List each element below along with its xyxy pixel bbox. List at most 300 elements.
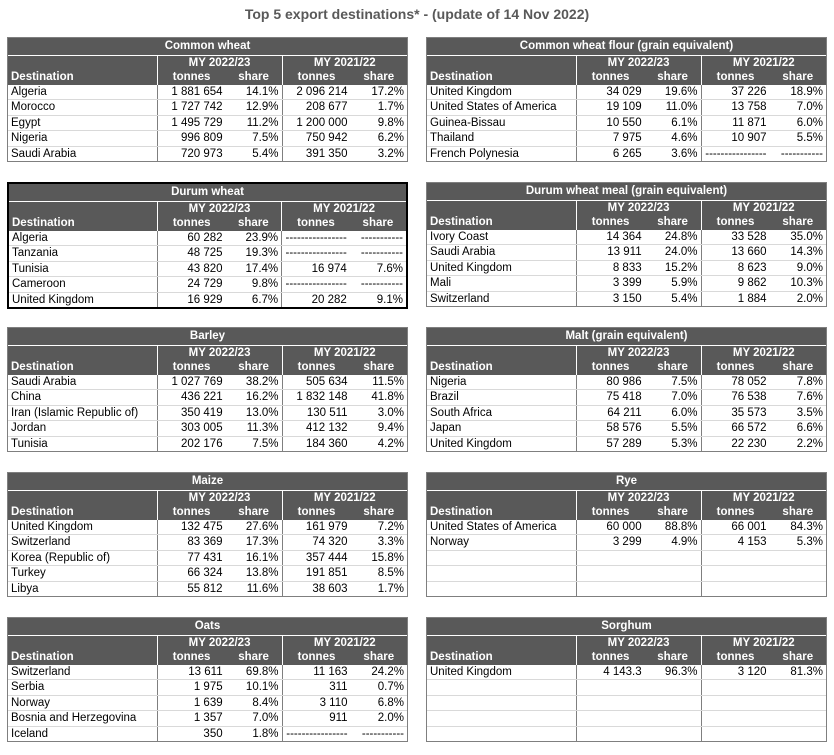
panel-common-wheat — [7, 37, 408, 162]
share-previous-cell: 7.0% — [770, 100, 826, 115]
destination-cell: United Kingdom — [430, 437, 512, 450]
table-row — [427, 405, 826, 420]
tonnes-previous-cell: 66 001 — [701, 520, 770, 535]
destination-header: Destination — [8, 650, 157, 665]
share-header: share — [645, 360, 701, 375]
destination-cell: Japan — [427, 421, 576, 436]
table-title: Oats — [8, 618, 407, 636]
destination-cell: United Kingdom — [8, 520, 157, 535]
tonnes-header: tonnes — [576, 505, 645, 520]
destination-cell: South Africa — [427, 405, 576, 420]
header-spacer — [8, 56, 157, 71]
tonnes-current-cell: 10 550 — [576, 115, 645, 130]
tonnes-previous-cell: 2 096 214 — [282, 85, 351, 100]
share-current-cell: 4.6% — [645, 131, 701, 146]
tonnes-previous-cell: 13 758 — [701, 100, 770, 115]
table-row — [427, 566, 826, 581]
tonnes-current-cell: 77 431 — [157, 550, 226, 565]
export-table — [427, 473, 826, 596]
share-previous-cell: 7.8% — [770, 375, 826, 390]
share-header: share — [351, 360, 407, 375]
table-row — [9, 231, 406, 246]
tonnes-previous-cell: ---------------- — [282, 246, 350, 261]
panel-sorghum — [426, 617, 827, 742]
destination-cell: Switzerland — [8, 665, 157, 680]
table-row — [427, 520, 826, 535]
share-current-cell: 11.0% — [645, 100, 701, 115]
header-spacer — [8, 491, 157, 506]
destination-cell: Jordan — [8, 421, 157, 436]
share-previous-cell: 0.7% — [351, 680, 407, 695]
tonnes-current-cell: 436 221 — [157, 390, 226, 405]
destination-cell: United Kingdom — [427, 665, 576, 680]
export-table — [8, 38, 407, 161]
table-title: Maize — [8, 473, 407, 491]
tonnes-previous-cell: 4 153 — [701, 535, 770, 550]
destination-header: Destination — [427, 70, 576, 85]
share-previous-cell: 6.2% — [351, 131, 408, 146]
tonnes-current-cell: 4 143.3 — [576, 665, 645, 680]
tonnes-current-cell: 1 727 742 — [157, 100, 226, 115]
tonnes-previous-cell — [701, 726, 770, 741]
page-title: Top 5 export destinations* - (update of 14 Nov 2022) — [244, 6, 590, 22]
tonnes-current-cell — [576, 711, 645, 726]
header-spacer — [8, 346, 157, 361]
share-previous-cell: 24.2% — [351, 665, 407, 680]
share-current-cell: 11.6% — [246, 582, 279, 595]
destination-cell: Egypt — [8, 115, 157, 130]
panel-durum-wheat-meal — [426, 182, 827, 307]
share-previous-cell: 2.2% — [796, 437, 823, 450]
share-previous-cell: 15.8% — [351, 550, 408, 565]
share-previous-cell: 9.1% — [376, 293, 403, 306]
tonnes-current-cell: 64 211 — [576, 405, 645, 420]
table-title: Durum wheat meal (grain equivalent) — [427, 183, 826, 201]
tonnes-header: tonnes — [157, 650, 226, 665]
share-previous-cell: 5.3% — [770, 535, 826, 550]
export-table — [427, 618, 826, 741]
tonnes-previous-cell: 10 907 — [701, 131, 770, 146]
tonnes-current-cell: 19 109 — [576, 100, 645, 115]
tonnes-current-cell: 1 495 729 — [157, 115, 226, 130]
share-previous-cell: 41.8% — [351, 390, 407, 405]
share-current-cell — [645, 695, 701, 710]
tonnes-current-cell — [576, 695, 645, 710]
tonnes-current-cell: 350 — [157, 726, 226, 741]
tonnes-current-cell — [576, 566, 645, 581]
period-previous-header: MY 2021/22 — [282, 202, 406, 217]
share-previous-cell — [770, 680, 826, 695]
period-current-header: MY 2022/23 — [576, 56, 701, 71]
table-row — [8, 146, 407, 161]
period-previous-header: MY 2021/22 — [282, 346, 407, 361]
share-header: share — [645, 215, 701, 230]
destination-cell: Guinea-Bissau — [427, 115, 576, 130]
share-previous-cell — [770, 581, 826, 596]
share-current-cell — [645, 680, 701, 695]
share-previous-cell: 10.3% — [770, 276, 826, 291]
table-row — [427, 100, 826, 115]
tonnes-current-cell: 43 820 — [157, 261, 225, 276]
table-row — [8, 436, 407, 451]
tonnes-current-cell: 1 027 769 — [157, 375, 226, 390]
share-current-cell: 15.2% — [645, 260, 701, 275]
tonnes-current-cell: 75 418 — [576, 390, 645, 405]
period-previous-header: MY 2021/22 — [701, 346, 826, 361]
table-row — [8, 405, 407, 420]
share-header: share — [645, 505, 701, 520]
share-previous-cell: 7.6% — [770, 390, 826, 405]
header-spacer — [8, 636, 157, 651]
tonnes-header: tonnes — [701, 215, 770, 230]
share-current-cell: 5.5% — [645, 421, 701, 436]
tonnes-previous-cell: 750 942 — [282, 131, 351, 146]
destination-cell: Algeria — [8, 85, 157, 100]
table-row — [8, 550, 407, 565]
tonnes-previous-cell: 208 677 — [282, 100, 351, 115]
tonnes-current-cell: 3 299 — [576, 535, 645, 550]
table-row — [427, 230, 826, 245]
period-current-header: MY 2022/23 — [157, 636, 282, 651]
tonnes-previous-cell: 66 572 — [701, 421, 770, 436]
share-previous-cell: 6.8% — [351, 695, 407, 710]
table-row — [8, 680, 407, 695]
share-current-cell — [645, 550, 701, 565]
export-table — [427, 38, 826, 161]
table-row — [427, 245, 826, 260]
destination-header: Destination — [427, 650, 576, 665]
share-header: share — [770, 360, 826, 375]
share-current-cell: 24.8% — [645, 230, 701, 245]
period-current-header: MY 2022/23 — [576, 346, 701, 361]
share-current-cell: 69.8% — [226, 665, 282, 680]
tonnes-previous-cell: 35 573 — [701, 405, 770, 420]
table-title: Rye — [427, 473, 826, 491]
period-current-header: MY 2022/23 — [576, 636, 701, 651]
tonnes-current-cell: 8 833 — [576, 260, 645, 275]
tonnes-current-cell: 14 364 — [576, 230, 645, 245]
tonnes-current-cell: 6 265 — [576, 146, 645, 161]
share-current-cell: 6.1% — [645, 115, 701, 130]
share-previous-cell: 1.7% — [377, 582, 404, 595]
destination-cell: United States of America — [427, 100, 576, 115]
table-row — [8, 535, 407, 550]
table-row — [427, 146, 826, 161]
share-current-cell: 38.2% — [226, 375, 282, 390]
tonnes-current-cell: 83 369 — [157, 535, 226, 550]
tonnes-current-cell: 55 812 — [157, 581, 226, 596]
share-previous-cell: ----------- — [350, 231, 406, 246]
tonnes-current-cell: 7 975 — [576, 131, 645, 146]
share-current-cell: 5.4% — [252, 147, 279, 160]
table-row — [8, 581, 407, 596]
destination-cell: Algeria — [9, 231, 157, 246]
tonnes-previous-cell: 3 120 — [701, 665, 770, 680]
tonnes-current-cell: 1 639 — [157, 695, 226, 710]
share-header: share — [770, 215, 826, 230]
table-row — [8, 520, 407, 535]
table-row — [8, 695, 407, 710]
table-title: Malt (grain equivalent) — [427, 328, 826, 346]
share-previous-cell: ----------- — [350, 246, 406, 261]
panel-rye — [426, 472, 827, 597]
share-header: share — [226, 360, 282, 375]
destination-cell — [427, 695, 576, 710]
tonnes-current-cell — [576, 550, 645, 565]
tonnes-header: tonnes — [282, 360, 351, 375]
destination-cell: Bosnia and Herzegovina — [8, 711, 157, 726]
tonnes-current-cell: 1 357 — [157, 711, 226, 726]
table-title: Common wheat — [8, 38, 407, 56]
tonnes-previous-cell: 1 884 — [701, 291, 770, 306]
share-previous-cell: ----------- — [361, 727, 404, 740]
share-current-cell — [645, 566, 701, 581]
share-current-cell: 10.1% — [226, 680, 282, 695]
destination-cell: Nigeria — [427, 375, 576, 390]
share-previous-cell: 5.5% — [770, 131, 826, 146]
share-previous-cell: 17.2% — [351, 85, 408, 100]
tonnes-current-cell: 57 289 — [576, 436, 645, 451]
destination-cell: Norway — [427, 535, 576, 550]
share-header: share — [351, 70, 408, 85]
share-previous-cell: 1.7% — [351, 100, 408, 115]
tonnes-current-cell: 1 881 654 — [157, 85, 226, 100]
tonnes-current-cell: 58 576 — [576, 421, 645, 436]
tonnes-previous-cell: 391 350 — [282, 146, 351, 161]
destination-cell: Switzerland — [430, 292, 490, 305]
panel-maize — [7, 472, 408, 597]
share-current-cell: 13.0% — [226, 405, 282, 420]
destination-cell — [427, 581, 576, 596]
tonnes-current-cell — [576, 726, 645, 741]
tonnes-current-cell: 1 975 — [157, 680, 226, 695]
export-table — [8, 618, 407, 741]
table-row — [9, 246, 406, 261]
export-table — [9, 184, 406, 307]
tonnes-current-cell: 34 029 — [576, 85, 645, 100]
destination-cell: Saudi Arabia — [427, 245, 576, 260]
destination-cell: United States of America — [427, 520, 576, 535]
tonnes-previous-cell: 130 511 — [282, 405, 351, 420]
table-row — [427, 665, 826, 680]
table-row — [9, 277, 406, 292]
tonnes-header: tonnes — [576, 360, 645, 375]
tonnes-previous-cell — [701, 566, 770, 581]
header-spacer — [427, 636, 576, 651]
table-row — [8, 131, 407, 146]
table-row — [8, 115, 407, 130]
tonnes-previous-cell: 184 360 — [282, 436, 351, 451]
share-current-cell: 8.4% — [226, 695, 282, 710]
share-previous-cell: 9.4% — [351, 421, 407, 436]
destination-cell: Mali — [427, 276, 576, 291]
tonnes-current-cell: 3 150 — [576, 291, 645, 306]
tonnes-header: tonnes — [576, 70, 645, 85]
share-header: share — [350, 216, 406, 231]
table-row — [427, 291, 826, 306]
share-current-cell: 5.4% — [671, 292, 698, 305]
tonnes-header: tonnes — [282, 505, 351, 520]
destination-cell: Nigeria — [8, 131, 157, 146]
tonnes-header: tonnes — [576, 650, 645, 665]
table-row — [427, 711, 826, 726]
destination-cell: Ivory Coast — [427, 230, 576, 245]
destination-cell — [427, 726, 576, 741]
destination-cell: Tunisia — [9, 261, 157, 276]
tonnes-previous-cell: 74 320 — [282, 535, 351, 550]
tonnes-header: tonnes — [701, 70, 770, 85]
tonnes-current-cell: 60 000 — [576, 520, 645, 535]
tonnes-header: tonnes — [157, 70, 226, 85]
period-previous-header: MY 2021/22 — [701, 201, 826, 216]
share-current-cell: 23.9% — [226, 231, 282, 246]
destination-cell: Switzerland — [8, 535, 157, 550]
export-table — [427, 328, 826, 451]
period-previous-header: MY 2021/22 — [282, 636, 407, 651]
share-previous-cell: 18.9% — [770, 85, 826, 100]
share-current-cell: 11.2% — [226, 115, 282, 130]
share-current-cell: 96.3% — [645, 665, 701, 680]
destination-cell: United Kingdom — [427, 260, 576, 275]
tonnes-header: tonnes — [701, 505, 770, 520]
share-previous-cell: 14.3% — [770, 245, 826, 260]
share-previous-cell: 9.8% — [351, 115, 408, 130]
share-current-cell: 7.0% — [645, 390, 701, 405]
tonnes-previous-cell — [701, 711, 770, 726]
tonnes-current-cell: 996 809 — [157, 131, 226, 146]
share-previous-cell: 8.5% — [351, 566, 408, 581]
destination-cell — [427, 680, 576, 695]
destination-cell: Korea (Republic of) — [8, 550, 157, 565]
header-spacer — [427, 56, 576, 71]
share-current-cell: 7.5% — [645, 375, 701, 390]
tonnes-previous-cell: 1 832 148 — [282, 390, 351, 405]
destination-cell: Thailand — [427, 131, 576, 146]
share-previous-cell: 7.2% — [351, 520, 408, 535]
table-row — [427, 680, 826, 695]
tonnes-current-cell — [576, 680, 645, 695]
tonnes-current-cell: 16 929 — [157, 292, 225, 307]
share-previous-cell: 35.0% — [770, 230, 826, 245]
tonnes-previous-cell: 16 974 — [282, 261, 350, 276]
tonnes-current-cell: 3 399 — [576, 276, 645, 291]
tonnes-previous-cell: 78 052 — [701, 375, 770, 390]
tonnes-previous-cell: 37 226 — [701, 85, 770, 100]
share-previous-cell — [770, 695, 826, 710]
share-header: share — [226, 505, 282, 520]
tonnes-header: tonnes — [701, 650, 770, 665]
destination-header: Destination — [427, 505, 576, 520]
table-row — [9, 261, 406, 276]
share-current-cell: 24.0% — [645, 245, 701, 260]
destination-cell: Turkey — [8, 566, 157, 581]
share-previous-cell: 4.2% — [377, 437, 404, 450]
table-row — [8, 566, 407, 581]
tonnes-header: tonnes — [282, 216, 350, 231]
table-row — [427, 695, 826, 710]
tonnes-previous-cell: ---------------- — [282, 277, 350, 292]
period-current-header: MY 2022/23 — [157, 346, 282, 361]
destination-cell — [427, 566, 576, 581]
tonnes-current-cell: 24 729 — [157, 277, 225, 292]
share-current-cell: 14.1% — [226, 85, 282, 100]
tonnes-previous-cell: ---------------- — [282, 231, 350, 246]
table-row — [9, 292, 406, 307]
tonnes-previous-cell: 505 634 — [282, 375, 351, 390]
share-header: share — [645, 70, 701, 85]
header-spacer — [427, 201, 576, 216]
table-row — [427, 85, 826, 100]
tonnes-previous-cell: ---------------- — [701, 146, 770, 161]
panel-oats — [7, 617, 408, 742]
share-header: share — [226, 70, 282, 85]
tonnes-header: tonnes — [282, 650, 351, 665]
share-previous-cell: 6.6% — [770, 421, 826, 436]
tonnes-previous-cell: 76 538 — [701, 390, 770, 405]
share-previous-cell: ----------- — [350, 277, 406, 292]
table-row — [8, 375, 407, 390]
tonnes-previous-cell: ---------------- — [282, 726, 351, 741]
tonnes-previous-cell: 20 282 — [282, 292, 350, 307]
tonnes-current-cell: 132 475 — [157, 520, 226, 535]
share-current-cell: 9.8% — [226, 277, 282, 292]
header-spacer — [427, 491, 576, 506]
tonnes-current-cell: 80 986 — [576, 375, 645, 390]
destination-cell: Iran (Islamic Republic of) — [8, 405, 157, 420]
share-previous-cell: 3.2% — [377, 147, 404, 160]
share-current-cell: 5.3% — [671, 437, 698, 450]
table-row — [427, 421, 826, 436]
tonnes-previous-cell — [701, 695, 770, 710]
table-row — [8, 711, 407, 726]
table-title: Barley — [8, 328, 407, 346]
destination-cell: Saudi Arabia — [8, 375, 157, 390]
tonnes-current-cell: 48 725 — [157, 246, 225, 261]
share-previous-cell — [770, 566, 826, 581]
tonnes-header: tonnes — [157, 505, 226, 520]
table-row — [8, 100, 407, 115]
export-table — [8, 473, 407, 596]
tonnes-current-cell: 303 005 — [157, 421, 226, 436]
tonnes-current-cell: 13 611 — [157, 665, 226, 680]
share-current-cell: 16.1% — [226, 550, 282, 565]
panel-malt — [426, 327, 827, 452]
tonnes-previous-cell — [701, 550, 770, 565]
tonnes-previous-cell: 33 528 — [701, 230, 770, 245]
tonnes-current-cell: 202 176 — [157, 436, 226, 451]
share-previous-cell: ----------- — [780, 147, 823, 160]
table-title: Durum wheat — [9, 184, 406, 202]
header-spacer — [9, 202, 157, 217]
export-table — [427, 183, 826, 306]
tonnes-header: tonnes — [157, 360, 226, 375]
share-current-cell: 17.3% — [226, 535, 282, 550]
period-current-header: MY 2022/23 — [157, 202, 281, 217]
share-header: share — [645, 650, 701, 665]
destination-cell: Cameroon — [9, 277, 157, 292]
destination-cell: Norway — [8, 695, 157, 710]
share-current-cell: 6.0% — [645, 405, 701, 420]
period-previous-header: MY 2021/22 — [701, 491, 826, 506]
share-previous-cell: 3.3% — [351, 535, 408, 550]
share-current-cell: 19.6% — [645, 85, 701, 100]
tonnes-previous-cell: 22 230 — [701, 436, 770, 451]
share-header: share — [770, 70, 826, 85]
tonnes-previous-cell: 311 — [282, 680, 351, 695]
table-row — [8, 726, 407, 741]
destination-cell: Libya — [11, 582, 39, 595]
tonnes-previous-cell: 11 871 — [701, 115, 770, 130]
